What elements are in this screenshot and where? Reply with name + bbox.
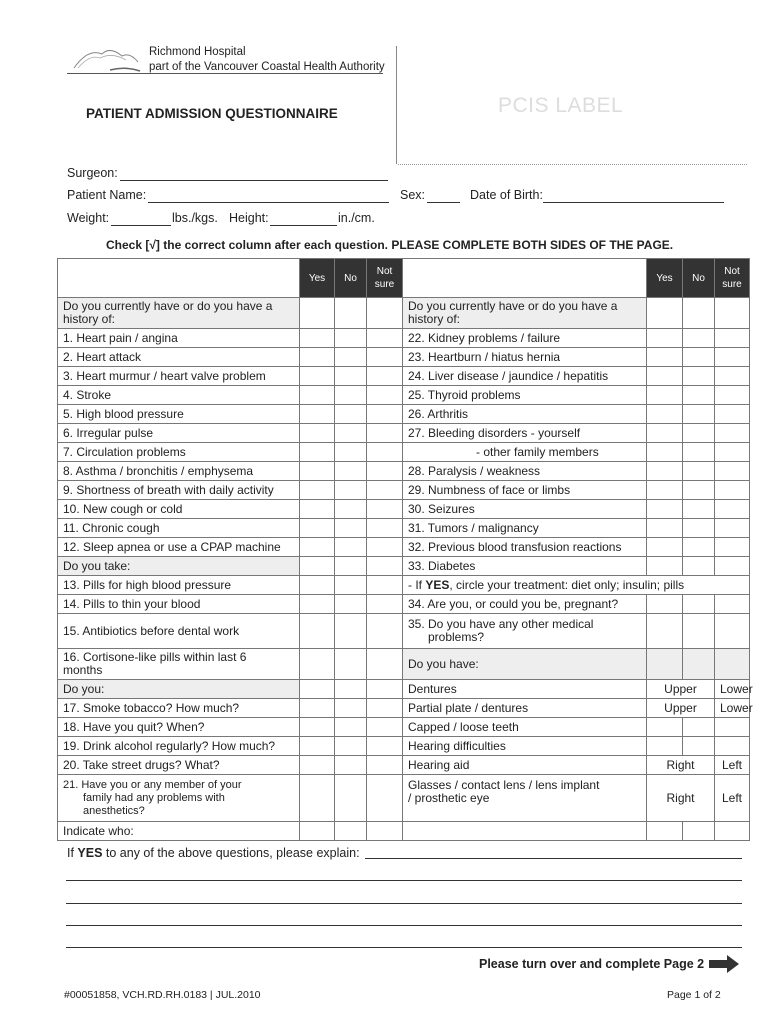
check-cell[interactable] (367, 481, 403, 500)
question-17: 17. Smoke tobacco? How much? (58, 699, 300, 718)
check-cell[interactable] (367, 443, 403, 462)
check-cell[interactable] (367, 298, 403, 329)
header-rule (67, 73, 383, 74)
check-cell[interactable] (647, 519, 683, 538)
question-27b: - other family members (403, 443, 647, 462)
question-6: 6. Irregular pulse (58, 424, 300, 443)
section-do-you-take: Do you take: (58, 557, 300, 576)
dentures: Dentures (403, 680, 647, 699)
question-15: 15. Antibiotics before dental work (58, 614, 300, 649)
check-cell[interactable] (300, 443, 335, 462)
check-cell[interactable] (367, 367, 403, 386)
table-row (58, 405, 750, 424)
check-cell[interactable] (335, 538, 367, 557)
question-31: 31. Tumors / malignancy (403, 519, 647, 538)
check-cell[interactable] (300, 718, 335, 737)
check-cell[interactable] (300, 595, 335, 614)
table-row (58, 500, 750, 519)
blank-cell (647, 649, 683, 680)
table-row (58, 614, 750, 649)
arrow-right-icon (709, 955, 739, 973)
question-3: 3. Heart murmur / heart valve problem (58, 367, 300, 386)
check-cell[interactable] (335, 405, 367, 424)
blank-cell (715, 649, 750, 680)
check-cell[interactable] (300, 329, 335, 348)
check-cell[interactable] (647, 481, 683, 500)
check-cell[interactable] (300, 649, 335, 680)
table-row (58, 443, 750, 462)
option-right[interactable]: Right (647, 775, 715, 822)
check-cell[interactable] (715, 822, 750, 841)
label-box-divider (396, 46, 397, 164)
col-no-left: No (335, 259, 367, 298)
height-unit: in./cm. (338, 211, 375, 225)
check-cell[interactable] (300, 424, 335, 443)
check-cell[interactable] (335, 462, 367, 481)
option-left[interactable]: Left (715, 756, 750, 775)
hospital-name: Richmond Hospital (149, 46, 246, 58)
check-cell[interactable] (335, 519, 367, 538)
check-cell[interactable] (300, 557, 335, 576)
blank-cell (683, 649, 715, 680)
question-27: 27. Bleeding disorders - yourself (403, 424, 647, 443)
check-cell[interactable] (715, 367, 750, 386)
table-row (58, 822, 750, 841)
check-cell[interactable] (300, 822, 335, 841)
explain-line-1[interactable] (365, 858, 742, 859)
check-cell[interactable] (715, 614, 750, 649)
table-row (58, 538, 750, 557)
check-cell[interactable] (367, 405, 403, 424)
question-2: 2. Heart attack (58, 348, 300, 367)
question-10: 10. New cough or cold (58, 500, 300, 519)
health-authority: part of the Vancouver Coastal Health Authority (149, 61, 385, 73)
check-cell[interactable] (647, 538, 683, 557)
check-cell[interactable] (647, 405, 683, 424)
check-cell[interactable] (367, 386, 403, 405)
explain-prompt: If YES to any of the above questions, please explain: (67, 846, 360, 860)
question-18: 18. Have you quit? When? (58, 718, 300, 737)
check-cell[interactable] (715, 443, 750, 462)
section-do-you: Do you: (58, 680, 300, 699)
table-row (58, 718, 750, 737)
table-row (58, 699, 750, 718)
check-cell[interactable] (335, 386, 367, 405)
check-cell[interactable] (335, 775, 367, 822)
check-cell[interactable] (300, 367, 335, 386)
check-cell[interactable] (300, 481, 335, 500)
check-cell[interactable] (683, 737, 715, 756)
diabetes-treatment: - If YES, circle your treatment: diet only; insulin; pills (403, 576, 750, 595)
check-cell[interactable] (300, 737, 335, 756)
hospital-logo (70, 44, 142, 74)
table-row (58, 481, 750, 500)
question-21: 21. Have you or any member of your family had any problems with anesthetics? (58, 775, 300, 822)
page-number: Page 1 of 2 (667, 989, 721, 1001)
check-cell[interactable] (335, 576, 367, 595)
question-11: 11. Chronic cough (58, 519, 300, 538)
check-cell[interactable] (335, 424, 367, 443)
check-cell[interactable] (647, 500, 683, 519)
question-20: 20. Take street drugs? What? (58, 756, 300, 775)
check-cell[interactable] (367, 649, 403, 680)
indicate-who: Indicate who: (58, 822, 300, 841)
height-field[interactable] (270, 225, 337, 226)
check-cell[interactable] (715, 538, 750, 557)
check-cell[interactable] (647, 329, 683, 348)
table-row (58, 519, 750, 538)
instruction-text: Check [√] the correct column after each question. PLEASE COMPLETE BOTH SIDES OF THE PAGE. (106, 238, 674, 252)
option-left[interactable]: Left (715, 775, 750, 822)
question-26: 26. Arthritis (403, 405, 647, 424)
question-14: 14. Pills to thin your blood (58, 595, 300, 614)
table-row (58, 680, 750, 699)
check-cell[interactable] (367, 737, 403, 756)
check-cell[interactable] (300, 405, 335, 424)
check-cell[interactable] (367, 557, 403, 576)
explain-line-5[interactable] (66, 947, 742, 948)
check-cell[interactable] (335, 680, 367, 699)
check-cell[interactable] (300, 614, 335, 649)
check-cell[interactable] (683, 822, 715, 841)
questionnaire-table (57, 258, 753, 841)
check-cell[interactable] (300, 298, 335, 329)
question-30: 30. Seizures (403, 500, 647, 519)
check-cell[interactable] (300, 386, 335, 405)
check-cell[interactable] (683, 348, 715, 367)
check-cell[interactable] (715, 462, 750, 481)
check-cell[interactable] (715, 481, 750, 500)
table-row (58, 386, 750, 405)
blank-cell[interactable] (403, 822, 647, 841)
table-row (58, 595, 750, 614)
question-16: 16. Cortisone-like pills within last 6 months (58, 649, 300, 680)
question-4: 4. Stroke (58, 386, 300, 405)
check-cell[interactable] (715, 424, 750, 443)
check-cell[interactable] (715, 557, 750, 576)
check-cell[interactable] (715, 500, 750, 519)
partial-plate: Partial plate / dentures (403, 699, 647, 718)
check-cell[interactable] (300, 576, 335, 595)
question-35: 35. Do you have any other medical problems? (403, 614, 647, 649)
hearing-difficulties: Hearing difficulties (403, 737, 647, 756)
check-cell[interactable] (715, 386, 750, 405)
check-cell[interactable] (683, 329, 715, 348)
table-row (58, 367, 750, 386)
weight-unit: lbs./kgs. (172, 211, 218, 225)
check-cell[interactable] (647, 424, 683, 443)
question-24: 24. Liver disease / jaundice / hepatitis (403, 367, 647, 386)
table-row (58, 576, 750, 595)
option-right[interactable]: Right (647, 756, 715, 775)
dob-label: Date of Birth: (470, 188, 543, 202)
check-cell[interactable] (335, 595, 367, 614)
check-cell[interactable] (715, 737, 750, 756)
col-notsure-right: Not sure (715, 259, 750, 298)
question-19: 19. Drink alcohol regularly? How much? (58, 737, 300, 756)
check-cell[interactable] (300, 519, 335, 538)
question-12: 12. Sleep apnea or use a CPAP machine (58, 538, 300, 557)
col-yes-left: Yes (300, 259, 335, 298)
sex-label: Sex: (400, 188, 426, 202)
height-label: Height: (229, 211, 269, 225)
check-cell[interactable] (647, 737, 683, 756)
check-cell[interactable] (367, 756, 403, 775)
check-cell[interactable] (367, 614, 403, 649)
check-cell[interactable] (335, 718, 367, 737)
check-cell[interactable] (647, 348, 683, 367)
check-cell[interactable] (683, 557, 715, 576)
question-9: 9. Shortness of breath with daily activity (58, 481, 300, 500)
check-cell[interactable] (367, 680, 403, 699)
question-32: 32. Previous blood transfusion reactions (403, 538, 647, 557)
check-cell[interactable] (367, 595, 403, 614)
question-intro-right: Do you currently have or do you have a history of: (403, 298, 647, 329)
check-cell[interactable] (683, 386, 715, 405)
question-8: 8. Asthma / bronchitis / emphysema (58, 462, 300, 481)
check-cell[interactable] (300, 462, 335, 481)
check-cell[interactable] (335, 557, 367, 576)
check-cell[interactable] (335, 614, 367, 649)
patient-name-field[interactable] (148, 202, 389, 203)
explain-line-4[interactable] (66, 925, 742, 926)
check-cell[interactable] (715, 595, 750, 614)
check-cell[interactable] (683, 519, 715, 538)
check-cell[interactable] (367, 699, 403, 718)
option-lower[interactable]: Lower (715, 699, 750, 718)
table-row (58, 649, 750, 680)
check-cell[interactable] (715, 329, 750, 348)
check-cell[interactable] (367, 718, 403, 737)
check-cell[interactable] (715, 348, 750, 367)
explain-line-3[interactable] (66, 903, 742, 904)
check-cell[interactable] (367, 576, 403, 595)
table-row (58, 329, 750, 348)
check-cell[interactable] (367, 775, 403, 822)
turn-over-note: Please turn over and complete Page 2 (479, 957, 705, 971)
table-row (58, 756, 750, 775)
check-cell[interactable] (335, 329, 367, 348)
table-row (58, 424, 750, 443)
question-23: 23. Heartburn / hiatus hernia (403, 348, 647, 367)
table-row (58, 298, 750, 329)
check-cell[interactable] (683, 595, 715, 614)
check-cell[interactable] (647, 822, 683, 841)
check-cell[interactable] (647, 443, 683, 462)
check-cell[interactable] (715, 519, 750, 538)
check-cell[interactable] (300, 775, 335, 822)
table-row (58, 737, 750, 756)
check-cell[interactable] (335, 822, 367, 841)
capped-teeth: Capped / loose teeth (403, 718, 647, 737)
glasses: Glasses / contact lens / lens implant / prosthetic eye (403, 775, 647, 822)
table-header-row (58, 259, 750, 298)
check-cell[interactable] (367, 424, 403, 443)
weight-label: Weight: (67, 211, 110, 225)
pcis-label-area: PCIS LABEL (498, 94, 624, 117)
check-cell[interactable] (683, 298, 715, 329)
dob-field[interactable] (543, 202, 724, 203)
explain-line-2[interactable] (66, 880, 742, 881)
check-cell[interactable] (647, 386, 683, 405)
check-cell[interactable] (647, 298, 683, 329)
col-no-right: No (683, 259, 715, 298)
table-row (58, 462, 750, 481)
question-intro-left: Do you currently have or do you have a history of: (58, 298, 300, 329)
label-box-bottom (398, 164, 747, 165)
header-blank-right (403, 259, 647, 298)
check-cell[interactable] (367, 519, 403, 538)
check-cell[interactable] (683, 718, 715, 737)
table-row (58, 348, 750, 367)
weight-field[interactable] (111, 225, 171, 226)
header-blank-left (58, 259, 300, 298)
page-title: PATIENT ADMISSION QUESTIONNAIRE (86, 106, 338, 121)
check-cell[interactable] (647, 614, 683, 649)
surgeon-label: Surgeon: (67, 166, 118, 180)
check-cell[interactable] (335, 443, 367, 462)
question-13: 13. Pills for high blood pressure (58, 576, 300, 595)
question-1: 1. Heart pain / angina (58, 329, 300, 348)
check-cell[interactable] (335, 756, 367, 775)
check-cell[interactable] (647, 595, 683, 614)
check-cell[interactable] (683, 443, 715, 462)
check-cell[interactable] (683, 500, 715, 519)
check-cell[interactable] (367, 348, 403, 367)
sex-field[interactable] (427, 202, 460, 203)
check-cell[interactable] (683, 481, 715, 500)
check-cell[interactable] (367, 822, 403, 841)
check-cell[interactable] (647, 718, 683, 737)
check-cell[interactable] (335, 500, 367, 519)
question-34: 34. Are you, or could you be, pregnant? (403, 595, 647, 614)
question-33: 33. Diabetes (403, 557, 647, 576)
check-cell[interactable] (683, 538, 715, 557)
option-lower[interactable]: Lower (715, 680, 750, 699)
table-row (58, 557, 750, 576)
check-cell[interactable] (683, 367, 715, 386)
check-cell[interactable] (647, 367, 683, 386)
check-cell[interactable] (300, 699, 335, 718)
surgeon-field[interactable] (120, 180, 388, 181)
check-cell[interactable] (335, 737, 367, 756)
check-cell[interactable] (335, 298, 367, 329)
option-upper[interactable]: Upper (647, 699, 715, 718)
check-cell[interactable] (300, 756, 335, 775)
question-22: 22. Kidney problems / failure (403, 329, 647, 348)
check-cell[interactable] (647, 557, 683, 576)
col-yes-right: Yes (647, 259, 683, 298)
section-do-you-have: Do you have: (403, 649, 647, 680)
check-cell[interactable] (647, 462, 683, 481)
question-5: 5. High blood pressure (58, 405, 300, 424)
hospital-name-block (149, 45, 385, 75)
check-cell[interactable] (715, 718, 750, 737)
check-cell[interactable] (715, 405, 750, 424)
patient-name-label: Patient Name: (67, 188, 147, 202)
question-28: 28. Paralysis / weakness (403, 462, 647, 481)
col-notsure-left: Not sure (367, 259, 403, 298)
check-cell[interactable] (683, 424, 715, 443)
check-cell[interactable] (715, 298, 750, 329)
check-cell[interactable] (367, 500, 403, 519)
option-upper[interactable]: Upper (647, 680, 715, 699)
check-cell[interactable] (335, 481, 367, 500)
check-cell[interactable] (335, 367, 367, 386)
hearing-aid: Hearing aid (403, 756, 647, 775)
check-cell[interactable] (300, 500, 335, 519)
question-29: 29. Numbness of face or limbs (403, 481, 647, 500)
check-cell[interactable] (300, 680, 335, 699)
form-code: #00051858, VCH.RD.RH.0183 | JUL.2010 (64, 989, 261, 1001)
check-cell[interactable] (683, 614, 715, 649)
check-cell[interactable] (335, 348, 367, 367)
table-row (58, 775, 750, 822)
question-7: 7. Circulation problems (58, 443, 300, 462)
question-25: 25. Thyroid problems (403, 386, 647, 405)
check-cell[interactable] (367, 462, 403, 481)
check-cell[interactable] (367, 329, 403, 348)
check-cell[interactable] (300, 538, 335, 557)
check-cell[interactable] (683, 405, 715, 424)
check-cell[interactable] (367, 538, 403, 557)
check-cell[interactable] (335, 649, 367, 680)
check-cell[interactable] (335, 699, 367, 718)
check-cell[interactable] (300, 348, 335, 367)
check-cell[interactable] (683, 462, 715, 481)
